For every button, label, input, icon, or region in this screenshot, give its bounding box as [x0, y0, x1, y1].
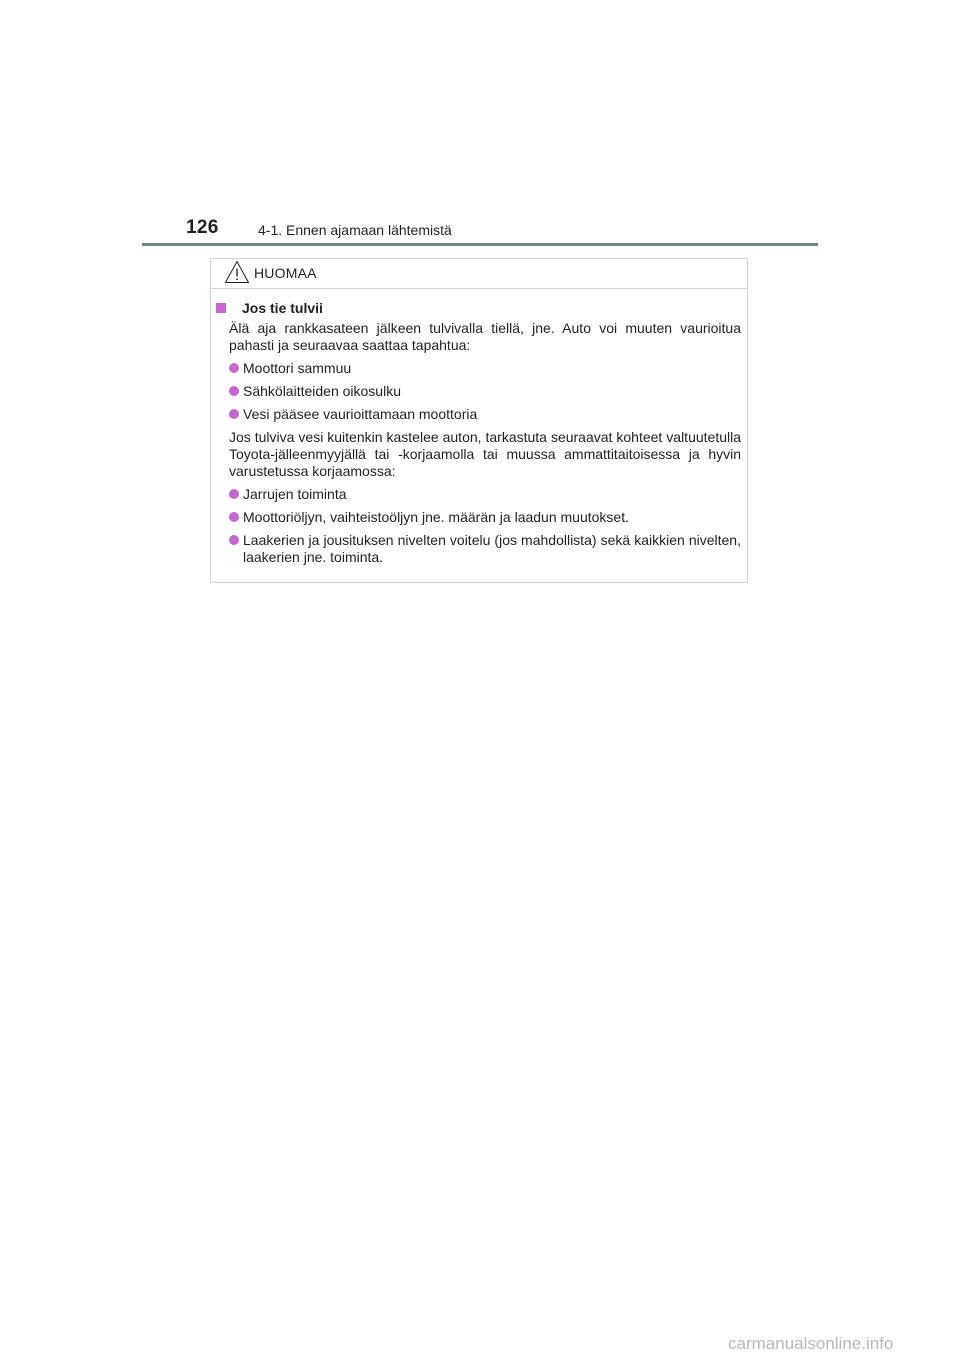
bullet-dot-icon [229, 409, 239, 419]
notice-body [211, 300, 747, 566]
list-item-text: Vesi pääsee vaurioittamaan moottoria [243, 406, 478, 422]
bullet-dot-icon [229, 363, 239, 373]
section-title: 4-1. Ennen ajamaan lähtemistä [258, 222, 452, 238]
list-item-text: Jarrujen toiminta [243, 486, 347, 502]
page-number: 126 [186, 217, 219, 238]
bullet-dot-icon [229, 386, 239, 396]
notice-box [210, 258, 748, 583]
notice-header [211, 259, 747, 289]
list-item-text: Sähkölaitteiden oikosulku [243, 383, 401, 399]
list-item [243, 406, 741, 423]
list-item [243, 383, 741, 400]
bullet-dot-icon [229, 535, 239, 545]
list-item-text: Laakerien ja jousituksen nivelten voitelu (jos mahdollista) sekä kaikkien nivelten, laakerien jne. toiminta. [243, 532, 741, 565]
watermark: carmanualsonline.info [728, 1334, 894, 1353]
page-header [142, 214, 818, 246]
list-item [243, 532, 741, 566]
sub-heading-text: Jos tie tulvii [242, 300, 323, 316]
warning-triangle-icon [224, 260, 250, 284]
list-item [243, 509, 741, 526]
intro-paragraph: Älä aja rankkasateen jälkeen tulvivalla tiellä, jne. Auto voi muuten vaurioitua pahasti ja seuraavaa saattaa tapahtua: [229, 320, 741, 353]
list-item-text: Moottoriöljyn, vaihteistoöljyn jne. määrän ja laadun muutokset. [243, 509, 629, 525]
check-intro-paragraph: Jos tulviva vesi kuitenkin kastelee auton, tarkastuta seuraavat kohteet valtuutetulla Toyota-jälleenmyyjällä tai -korjaamolla tai muussa ammattitaitoisessa ja hyvin varustetussa korjaamossa: [229, 429, 741, 479]
list-item-text: Moottori sammuu [243, 360, 352, 376]
bullet-dot-icon [229, 489, 239, 499]
notice-label: HUOMAA [254, 265, 317, 281]
bullet-dot-icon [229, 512, 239, 522]
list-item [243, 360, 741, 377]
square-bullet-icon [216, 303, 226, 313]
sub-heading [211, 300, 747, 317]
header-rule [142, 243, 818, 246]
list-item [243, 486, 741, 503]
